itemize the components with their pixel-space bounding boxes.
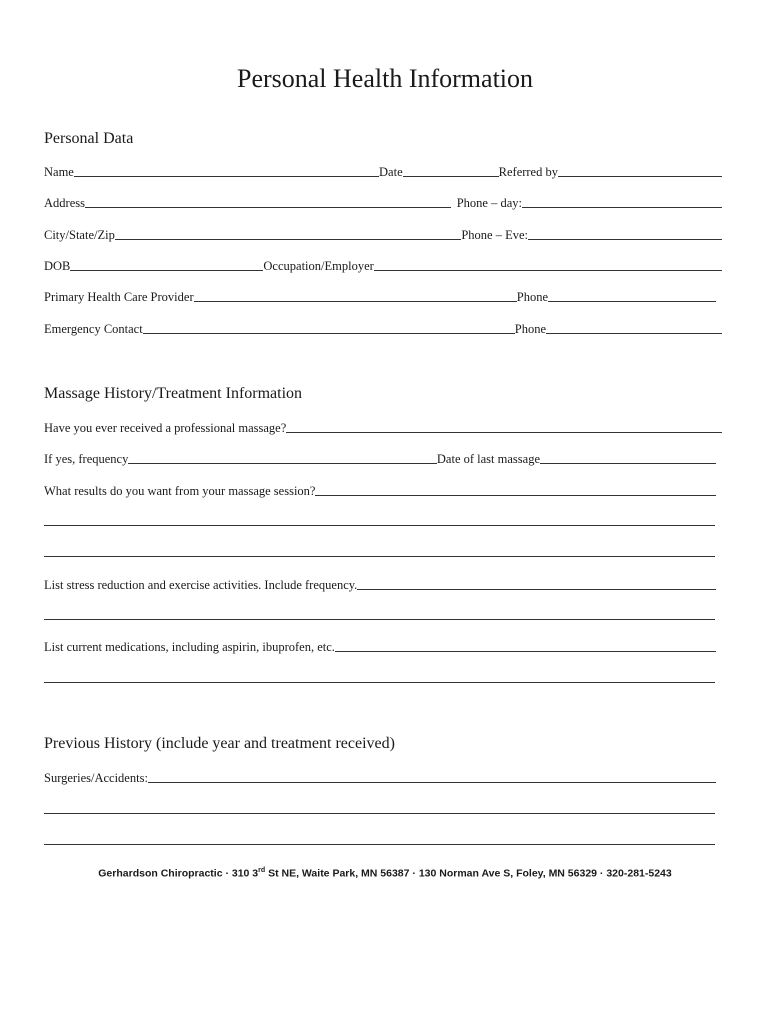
- results-line-3[interactable]: [44, 555, 715, 557]
- provider-phone-label: Phone: [516, 290, 548, 304]
- stress-row: [44, 575, 716, 593]
- date-label: Date: [379, 165, 403, 179]
- footer-text-start: Gerhardson Chiropractic · 310 3: [98, 867, 259, 880]
- received-massage-label: Have you ever received a professional massage?: [44, 421, 287, 435]
- occupation-field[interactable]: [374, 269, 722, 271]
- referred-by-field[interactable]: [558, 175, 722, 177]
- address-row: [44, 193, 722, 211]
- city-state-zip-row: [44, 225, 722, 243]
- name-label: Name: [44, 165, 74, 179]
- date-field[interactable]: [403, 175, 499, 177]
- last-massage-field[interactable]: [540, 462, 716, 464]
- medications-row: [44, 637, 716, 655]
- received-massage-row: [44, 418, 722, 436]
- results-line-2[interactable]: [44, 524, 715, 526]
- occupation-label: Occupation/Employer: [263, 259, 374, 273]
- previous-history-heading: Previous History (include year and treatment received): [44, 735, 395, 752]
- surgeries-field[interactable]: [148, 781, 716, 783]
- footer-text-end: St NE, Waite Park, MN 56387 · 130 Norman Ave S, Foley, MN 56329 · 320-281-5243: [265, 867, 672, 880]
- dob-field[interactable]: [70, 269, 263, 271]
- emergency-phone-label: Phone: [514, 322, 546, 336]
- surgeries-line-3[interactable]: [44, 843, 715, 845]
- emergency-phone-field[interactable]: [546, 332, 722, 334]
- stress-line-2[interactable]: [44, 618, 715, 620]
- phone-eve-field[interactable]: [528, 238, 722, 240]
- stress-label: List stress reduction and exercise activities. Include frequency.: [44, 578, 358, 592]
- footer-address: [0, 864, 770, 881]
- last-massage-label: Date of last massage: [436, 452, 540, 466]
- medications-field[interactable]: [335, 650, 716, 652]
- address-label: Address: [44, 196, 85, 210]
- address-field[interactable]: [85, 206, 451, 208]
- emergency-contact-row: [44, 319, 722, 337]
- dob-row: [44, 256, 722, 274]
- primary-provider-label: Primary Health Care Provider: [44, 290, 194, 304]
- dob-label: DOB: [44, 259, 71, 273]
- frequency-row: [44, 449, 716, 467]
- emergency-contact-label: Emergency Contact: [44, 322, 143, 336]
- provider-phone-field[interactable]: [548, 300, 716, 302]
- surgeries-row: [44, 768, 716, 786]
- medications-label: List current medications, including aspirin, ibuprofen, etc.: [44, 640, 335, 654]
- name-row: [44, 162, 722, 180]
- referred-by-label: Referred by: [498, 165, 558, 179]
- results-row: [44, 481, 716, 499]
- phone-day-field[interactable]: [522, 206, 722, 208]
- primary-provider-row: [44, 287, 716, 305]
- personal-data-heading: Personal Data: [44, 130, 134, 147]
- emergency-contact-field[interactable]: [143, 332, 515, 334]
- city-state-zip-field[interactable]: [115, 238, 461, 240]
- surgeries-line-2[interactable]: [44, 812, 715, 814]
- page-title: Personal Health Information: [236, 64, 534, 93]
- surgeries-label: Surgeries/Accidents:: [44, 771, 148, 785]
- received-massage-field[interactable]: [286, 431, 722, 433]
- results-field[interactable]: [315, 494, 716, 496]
- frequency-field[interactable]: [128, 462, 437, 464]
- name-field[interactable]: [74, 175, 379, 177]
- city-state-zip-label: City/State/Zip: [44, 228, 115, 242]
- footer-ordinal: rd: [258, 867, 266, 874]
- medications-line-2[interactable]: [44, 681, 715, 683]
- primary-provider-field[interactable]: [194, 300, 517, 302]
- phone-eve-label: Phone – Eve:: [461, 228, 528, 242]
- frequency-label: If yes, frequency: [44, 452, 129, 466]
- results-label: What results do you want from your massage session?: [44, 484, 316, 498]
- stress-field[interactable]: [357, 588, 716, 590]
- massage-history-heading: Massage History/Treatment Information: [44, 385, 303, 402]
- phone-day-label: Phone – day:: [456, 196, 522, 210]
